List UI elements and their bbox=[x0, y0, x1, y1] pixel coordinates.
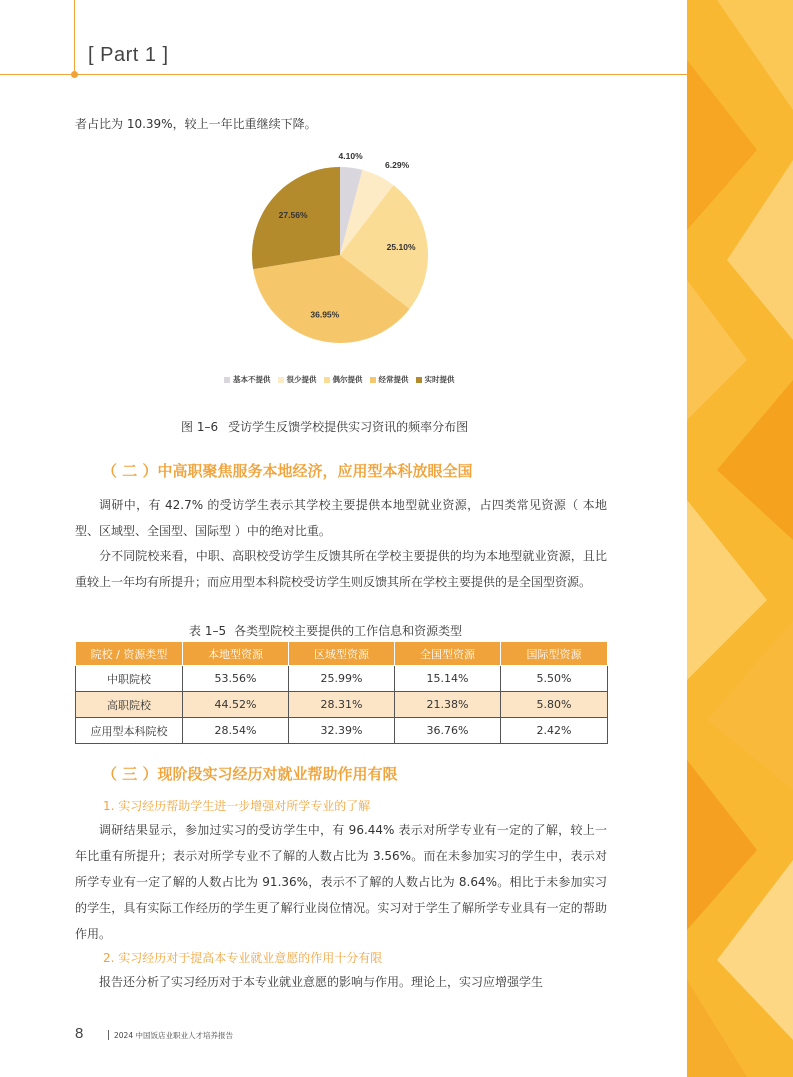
section3-paragraph-2: 报告还分析了实习经历对于本专业就业意愿的影响与作用。理论上，实习应增强学生 bbox=[99, 975, 544, 989]
legend-label: 基本不提供 bbox=[233, 375, 271, 384]
legend-swatch bbox=[370, 377, 376, 383]
legend-item bbox=[370, 374, 409, 385]
figure-caption bbox=[181, 418, 468, 435]
table-cell: 28.54% bbox=[183, 718, 289, 744]
decorative-side-band bbox=[687, 0, 793, 1077]
header-horizontal-rule bbox=[0, 74, 687, 75]
legend-label: 很少提供 bbox=[286, 375, 317, 384]
resource-type-table bbox=[75, 641, 608, 744]
footer-separator bbox=[108, 1030, 109, 1040]
legend-swatch bbox=[416, 377, 422, 383]
table-row bbox=[76, 718, 608, 744]
table-cell: 28.31% bbox=[289, 692, 395, 718]
table-cell: 32.39% bbox=[289, 718, 395, 744]
table-title: 各类型院校主要提供的工作信息和资源类型 bbox=[234, 624, 463, 638]
table-header-cell: 国际型资源 bbox=[501, 642, 608, 666]
table-cell: 36.76% bbox=[395, 718, 501, 744]
section-heading-2: （ 二 ）中高职聚焦服务本地经济，应用型本科放眼全国 bbox=[102, 462, 473, 480]
table-cell: 2.42% bbox=[501, 718, 608, 744]
legend-item bbox=[278, 374, 317, 385]
figure-title: 受访学生反馈学校提供实习资讯的频率分布图 bbox=[228, 420, 469, 434]
table-row bbox=[76, 692, 608, 718]
legend-item bbox=[324, 374, 363, 385]
table-header-cell: 全国型资源 bbox=[395, 642, 501, 666]
table-cell: 5.50% bbox=[501, 666, 608, 692]
intro-paragraph: 者占比为 10.39%，较上一年比重继续下降。 bbox=[75, 117, 317, 131]
legend-label: 实时提供 bbox=[424, 375, 455, 384]
legend-swatch bbox=[324, 377, 330, 383]
part-label: [ Part 1 ] bbox=[88, 44, 169, 66]
header-vertical-rule bbox=[74, 0, 75, 74]
legend-item bbox=[224, 374, 271, 385]
section2-paragraph-2: 分不同院校来看，中职、高职校受访学生反馈其所在学校主要提供的均为本地型就业资源，且比重较上一年均有所提升；而应用型本科院校受访学生则反馈其所在学校主要提供的是全国型资源。 bbox=[75, 549, 607, 589]
pie-data-label: 36.95% bbox=[310, 309, 340, 320]
legend-label: 偶尔提供 bbox=[332, 375, 363, 384]
table-cell: 44.52% bbox=[183, 692, 289, 718]
table-header-cell: 院校 / 资源类型 bbox=[76, 642, 183, 666]
legend-item bbox=[416, 374, 455, 385]
table-number: 表 1–5 bbox=[189, 624, 227, 638]
section2-paragraph-1: 调研中，有 42.7% 的受访学生表示其学校主要提供本地型就业资源，占四类常见资源（ 本地型、区域型、全国型、国际型 ）中的绝对比重。 bbox=[75, 498, 607, 538]
table-cell: 5.80% bbox=[501, 692, 608, 718]
table-caption bbox=[189, 622, 462, 639]
page-number: 8 bbox=[75, 1025, 84, 1042]
table-cell: 高职院校 bbox=[76, 692, 183, 718]
pie-data-label: 25.10% bbox=[386, 242, 416, 252]
pie-data-label: 27.56% bbox=[278, 210, 308, 221]
table-header-cell: 本地型资源 bbox=[183, 642, 289, 666]
table-cell: 53.56% bbox=[183, 666, 289, 692]
table-header-row bbox=[76, 642, 608, 666]
table-cell: 25.99% bbox=[289, 666, 395, 692]
legend-label: 经常提供 bbox=[378, 375, 409, 384]
legend-swatch bbox=[278, 377, 284, 383]
table-cell: 应用型本科院校 bbox=[76, 718, 183, 744]
section3-paragraph-1: 调研结果显示，参加过实习的受访学生中，有 96.44% 表示对所学专业有一定的了解，较上一年比重有所提升；表示对所学专业不了解的人数占比为 3.56%。而在未参加实习的学生中，表示对所学专业有一定了解的人数占比为 91.36%，表示不了解的人数占比为 8.64%。相比于未参加实习的学生，具有实际工作经历的学生更了解行业岗位情况。实习对于学生了解所学专业具有一定的帮助作用。 bbox=[75, 823, 607, 941]
pie-data-label: 4.10% bbox=[338, 152, 363, 161]
pie-data-label: 6.29% bbox=[385, 160, 410, 170]
legend-swatch bbox=[224, 377, 230, 383]
section-heading-3: （ 三 ）现阶段实习经历对就业帮助作用有限 bbox=[102, 765, 398, 783]
header-rule-dot bbox=[71, 71, 78, 78]
table-cell: 15.14% bbox=[395, 666, 501, 692]
table-header-cell: 区域型资源 bbox=[289, 642, 395, 666]
chart-legend bbox=[224, 374, 455, 385]
table-cell: 中职院校 bbox=[76, 666, 183, 692]
subsection-heading-2: 2. 实习经历对于提高本专业就业意愿的作用十分有限 bbox=[103, 951, 383, 965]
figure-number: 图 1–6 bbox=[181, 420, 219, 434]
subsection-heading-1: 1. 实习经历帮助学生进一步增强对所学专业的了解 bbox=[103, 799, 371, 813]
pie-chart bbox=[220, 152, 460, 392]
table-row bbox=[76, 666, 608, 692]
table-cell: 21.38% bbox=[395, 692, 501, 718]
footer-report-title: 2024 中国饭店业职业人才培养报告 bbox=[114, 1031, 233, 1040]
